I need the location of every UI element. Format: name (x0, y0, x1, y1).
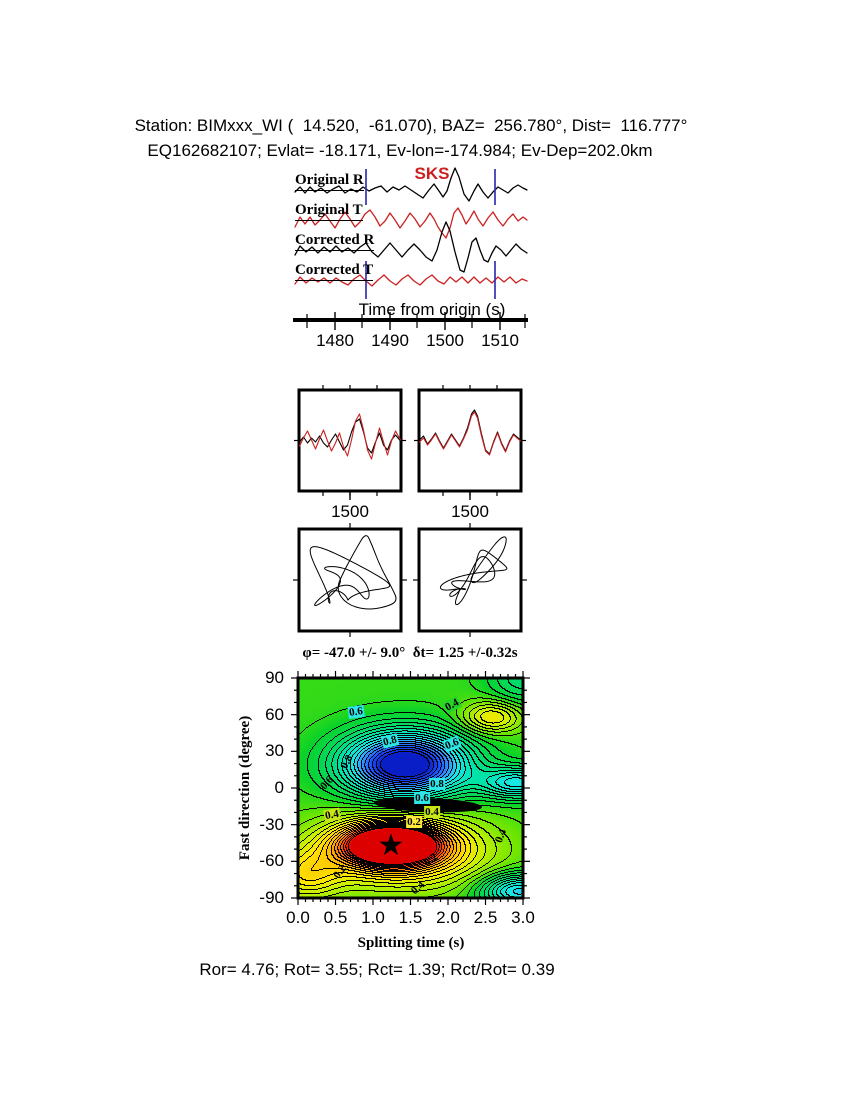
time-tick-label: 1480 (316, 331, 354, 350)
contour-inline-label-9: 0.2 (407, 816, 421, 828)
contour-inline-label-7: 0.6 (415, 792, 429, 804)
contour-title: φ= -47.0 +/- 9.0° δt= 1.25 +/-0.32s (302, 645, 518, 661)
sks-phase-label: SKS (414, 164, 450, 183)
header-line-1: Station: BIMxxx_WI ( 14.520, -61.070), BAZ= 256.780°, Dist= 116.777° (134, 116, 688, 135)
panel-tick-label: 1500 (451, 502, 489, 521)
contour-ytick-label: 90 (265, 668, 284, 687)
time-tick-label: 1510 (481, 331, 519, 350)
panel-tick-label: 1500 (331, 502, 369, 521)
contour-inline-label-4: 0.8 (338, 753, 356, 771)
fast-direction-axis-label: Fast direction (degree) (237, 715, 253, 861)
contour-ytick-label: 30 (265, 741, 284, 761)
splitting-time-axis-label: Splitting time (s) (357, 935, 465, 951)
contour-xtick-label: 2.5 (473, 908, 498, 927)
contour-ytick-label: -90 (259, 888, 284, 907)
contour-inline-label-2: 0.8 (381, 733, 399, 749)
trace-label-0: Original R (295, 172, 364, 191)
time-axis-label: Time from origin (s) (358, 300, 506, 319)
contour-inline-label-13: 0.4 (408, 878, 428, 898)
contour-xtick-label: 1.0 (361, 908, 385, 927)
header-line-2: EQ162682107; Evlat= -18.171, Ev-lon=-174.984; Ev-Dep=202.0km (147, 141, 653, 160)
trace-label-3: Corrected T (295, 262, 373, 281)
contour-inline-label-3: 0.6 (443, 735, 461, 753)
summary-text: Ror= 4.76; Rot= 3.55; Rct= 1.39; Rct/Rot= 0.39 (199, 960, 555, 979)
time-tick-label: 1500 (426, 331, 464, 350)
contour-inline-label-8: 0.4 (425, 806, 439, 818)
trace-label-2: Corrected R (295, 232, 374, 251)
contour-ytick-label: 60 (265, 704, 284, 724)
time-tick-label: 1490 (371, 331, 409, 350)
contour-ytick-label: -30 (259, 814, 284, 834)
contour-ytick-label: -60 (259, 851, 284, 871)
contour-inline-label-5: 0.6 (317, 773, 337, 793)
contour-xtick-label: 2.0 (436, 908, 460, 927)
contour-inline-label-6: 0.8 (430, 778, 444, 790)
contour-inline-label-14: 0.4 (492, 827, 510, 845)
star-marker: ★ (377, 828, 405, 862)
contour-inline-label-12: 0.2 (421, 851, 441, 869)
trace-label-1: Original T (295, 202, 363, 221)
contour-inline-label-1: 0.4 (443, 696, 461, 714)
contour-inline-label-10: 0.4 (324, 807, 340, 823)
contour-xtick-label: 3.0 (511, 908, 535, 927)
contour-xtick-label: 1.5 (398, 908, 423, 927)
contour-xtick-label: 0.5 (323, 908, 348, 927)
contour-inline-label-0: 0.6 (348, 705, 364, 719)
contour-xtick-label: 0.0 (286, 908, 310, 927)
contour-inline-label-11: 0.2 (331, 862, 349, 882)
contour-ytick-label: 0 (274, 778, 284, 797)
